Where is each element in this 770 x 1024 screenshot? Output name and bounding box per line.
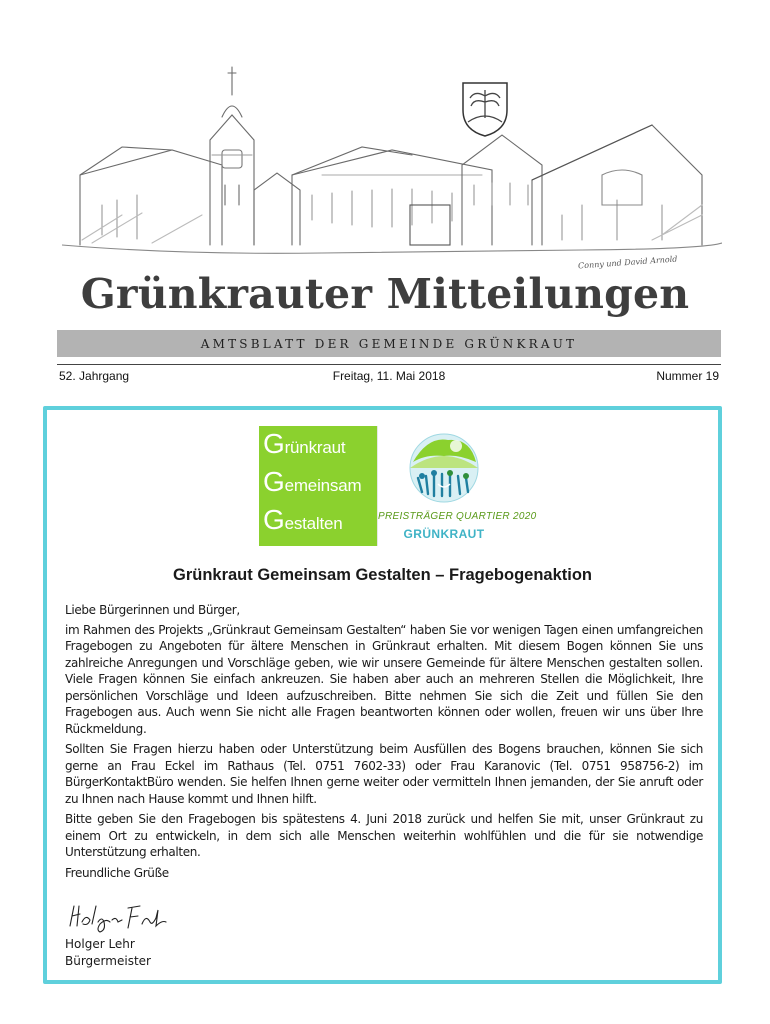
logo-line-1: Grünkraut [263, 428, 346, 459]
logo-line-3: Gestalten [263, 504, 343, 535]
signer-title: Bürgermeister [65, 954, 151, 968]
greeting-text: Liebe Bürgerinnen und Bürger, [65, 603, 240, 617]
signer-block [65, 936, 151, 970]
subtitle-banner [57, 330, 721, 357]
prize-label: PREISTRÄGER QUARTIER 2020 [378, 511, 537, 522]
signer-name: Holger Lehr [65, 937, 135, 951]
newspaper-title: Grünkrauter Mitteilungen [80, 270, 690, 318]
village-sketch-illustration [62, 55, 722, 280]
issue-number: Nummer 19 [656, 369, 719, 383]
logo-award-panel [377, 426, 537, 546]
newspaper-subtitle: AMTSBLATT DER GEMEINDE GRÜNKRAUT [200, 336, 578, 351]
issue-date: Freitag, 11. Mai 2018 [332, 369, 446, 383]
article-paragraph-2: Sollten Sie Fragen hierzu haben oder Unterstützung beim Ausfüllen des Bogens brauchen, können Sie sich gerne an Frau Eckel im Rathaus (Tel. 0751 7602-33) oder Frau Karanovic (Tel. 0751 958756-2) im BürgerKontaktBüro wenden. Sie helfen Ihnen gerne weiter oder vermitteln Ihnen jemanden, der Sie anruft oder zu Ihnen nach Hause kommt und Ihnen hilft. [65, 742, 703, 806]
article-paragraph-1: im Rahmen des Projekts „Grünkraut Gemeinsam Gestalten“ haben Sie vor wenigen Tagen einen umfangreichen Fragebogen zu Angeboten für ältere Menschen in Grünkraut erhalten. Mit diesem Bogen können Sie uns zahlreiche Anregungen und Vorschläge geben, wie wir unsere Gemeinde für ältere Menschen gestalten sollen. Viele Fragen können Sie einfach ankreuzen. Sie haben aber auch an mehreren Stellen die Möglichkeit, Ihre persönlichen Vorschläge und Ideen aufzuschreiben. Bitte nehmen Sie sich die Zeit und füllen Sie den Fragebogen aus. Auch wenn Sie nicht alle Fragen beantworten können oder wollen, freuen wir uns über Ihre Rückmeldung. [65, 622, 703, 736]
logo-green-panel [259, 426, 377, 546]
closing-text: Freundliche Grüße [65, 865, 169, 880]
article-paragraph-3: Bitte geben Sie den Fragebogen bis spätestens 4. Juni 2018 zurück und helfen Sie mit, unser Grünkraut zu einem Ort zu entwickeln, in dem sich alle Menschen weiterhin wohlfühlen und die für sie notwendige Unterstützung erhalten. [65, 812, 703, 859]
artist-signature: Conny und David Arnold [577, 254, 678, 271]
article-headline: Grünkraut Gemeinsam Gestalten – Fragebogenaktion [172, 566, 593, 584]
logo-line-2: Gemeinsam [263, 466, 362, 497]
handwritten-signature [66, 900, 176, 934]
project-logo [259, 426, 537, 546]
article-body [65, 602, 703, 885]
issue-volume: 52. Jahrgang [59, 369, 130, 383]
issue-info-row [57, 364, 721, 383]
coat-of-arms-icon [460, 80, 510, 138]
prize-place-label: GRÜNKRAUT [403, 527, 485, 541]
award-emblem-icon [378, 426, 510, 510]
